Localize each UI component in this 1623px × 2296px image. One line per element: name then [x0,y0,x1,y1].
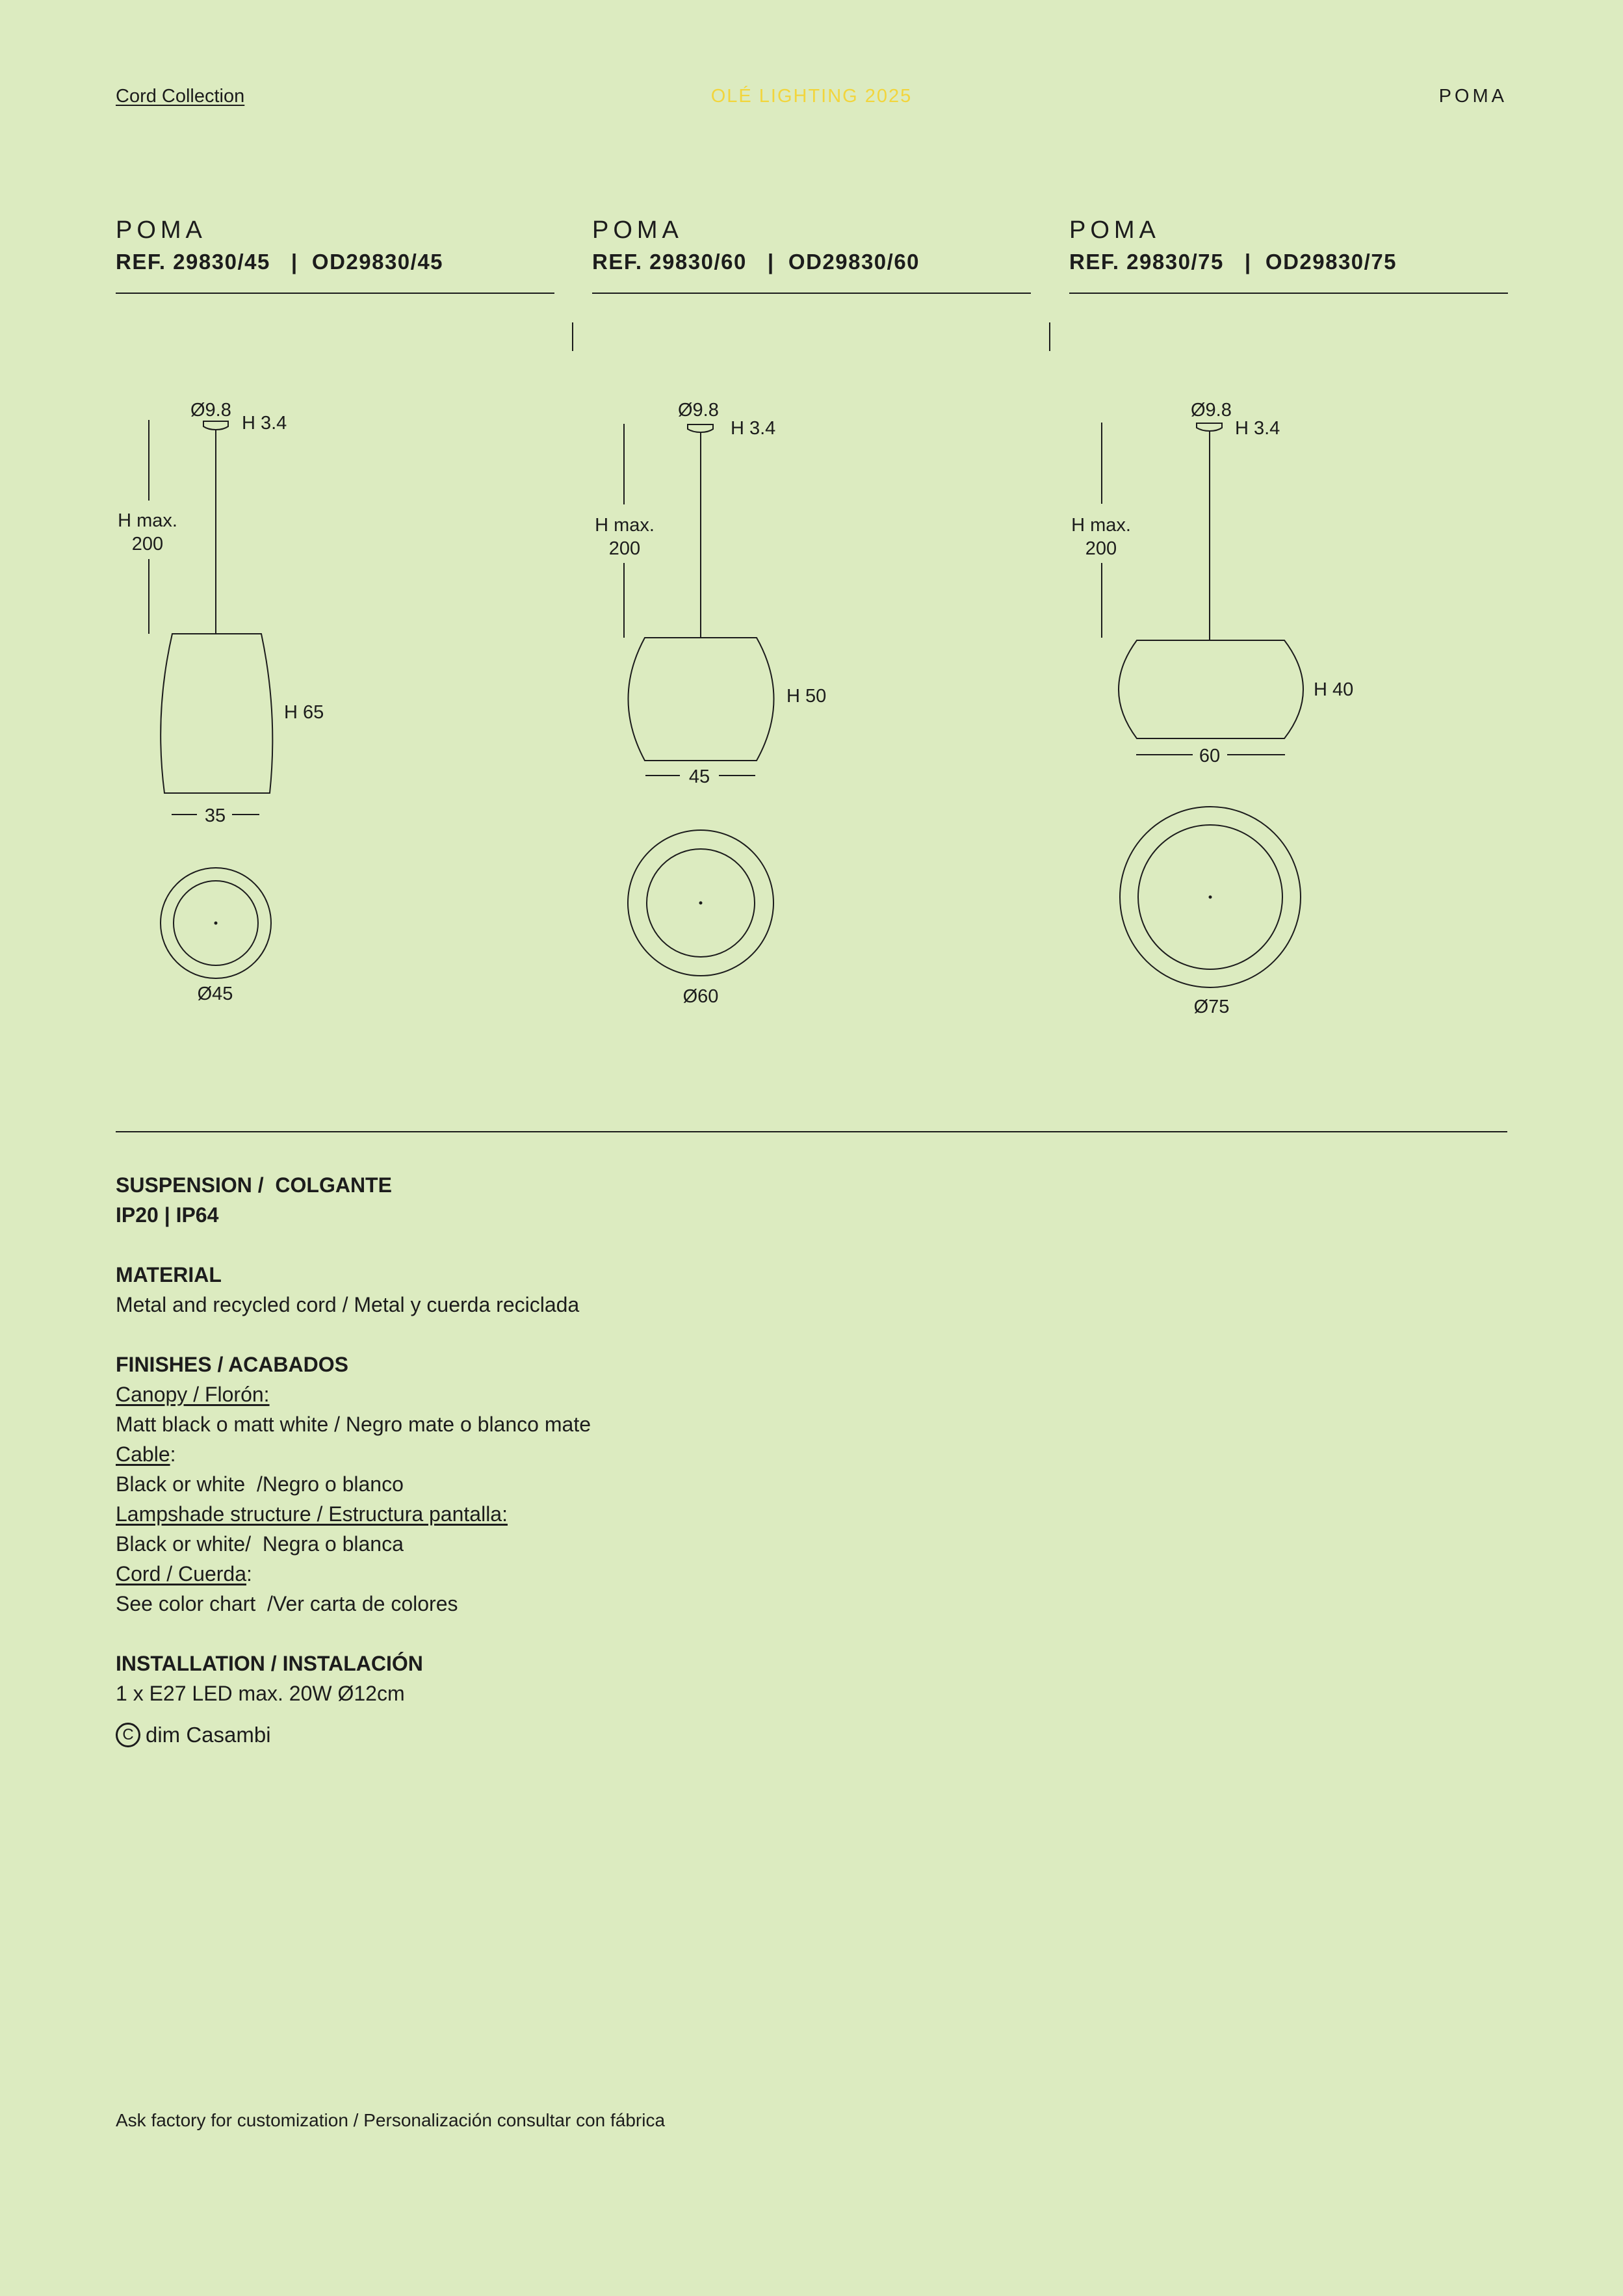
shade-width-label: 60 [1199,746,1221,766]
drawing-poma-60 [595,400,826,1007]
shade-height-label: H 50 [786,686,827,707]
cable-row: Cable: [116,1442,176,1466]
product-name: POMA [1069,216,1160,244]
cord-row: Cord / Cuerda: [116,1562,252,1585]
casambi-label: dim Casambi [146,1723,271,1747]
canopy-value: Matt black o matt white / Negro mate o blanco mate [116,1413,591,1436]
height-max-value: 200 [1085,538,1117,559]
canopy-height-label: H 3.4 [242,413,287,434]
shade-width-label: 35 [204,805,226,826]
height-max-label: H max. [118,510,177,531]
top-diameter-label: Ø45 [197,984,233,1004]
brand-title: OLÉ LIGHTING 2025 [710,86,913,107]
collection-link[interactable]: Cord Collection [116,86,245,107]
cable-label: Cable [116,1442,170,1466]
height-max-label: H max. [1071,515,1131,536]
footer-note: Ask factory for customization / Personalización consultar con fábrica [116,2110,666,2130]
material-value: Metal and recycled cord / Metal y cuerda reciclada [116,1293,580,1316]
drawing-poma-45 [118,400,324,1004]
canopy-diameter-label: Ø9.8 [190,400,231,421]
installation-value: 1 x E27 LED max. 20W Ø12cm [116,1682,405,1705]
product-ref: REF. 29830/60 | OD29830/60 [592,250,920,274]
canopy-diameter-label: Ø9.8 [1191,400,1232,421]
canopy-shape [688,424,713,432]
lampshade-shape [629,638,774,761]
section-divider [116,1131,1507,1132]
product-name: POMA [116,216,207,244]
product-name: POMA [592,216,683,244]
cord-value: See color chart /Ver carta de colores [116,1592,458,1615]
canopy-shape [203,421,228,430]
canopy-height-label: H 3.4 [1235,418,1280,439]
center-dot [215,922,217,924]
canopy-height-label: H 3.4 [731,418,776,439]
shade-height-label: H 40 [1314,679,1354,700]
installation-heading: INSTALLATION / INSTALACIÓN [116,1652,423,1675]
canopy-diameter-label: Ø9.8 [678,400,719,421]
copyright-c-icon: C [116,1723,140,1747]
lampshade-shape [1119,640,1303,738]
height-max-value: 200 [608,538,641,559]
lampshade-label: Lampshade structure / Estructura pantalla: [116,1502,508,1526]
material-heading: MATERIAL [116,1263,222,1286]
finishes-heading: FINISHES / ACABADOS [116,1353,348,1376]
specifications [116,1170,1156,1750]
canopy-shape [1197,423,1222,431]
shade-width-label: 45 [688,766,710,787]
drawing-poma-75 [1071,400,1353,1017]
center-dot [700,902,702,904]
lampshade-value: Black or white/ Negra o blanca [116,1532,404,1556]
height-max-label: H max. [595,515,655,536]
top-diameter-label: Ø60 [682,986,719,1007]
top-diameter-label: Ø75 [1193,997,1230,1017]
type-heading: SUSPENSION / COLGANTE [116,1173,392,1197]
cable-value: Black or white /Negro o blanco [116,1472,404,1496]
product-ref: REF. 29830/75 | OD29830/75 [1069,250,1397,274]
cord-label: Cord / Cuerda [116,1562,246,1585]
height-max-value: 200 [131,534,164,554]
shade-height-label: H 65 [284,702,324,723]
product-name-header: POMA [1438,86,1507,107]
technical-drawings [0,0,1623,1105]
product-ref: REF. 29830/45 | OD29830/45 [116,250,444,274]
canopy-label: Canopy / Florón: [116,1383,270,1406]
center-dot [1210,896,1212,898]
ip-rating: IP20 | IP64 [116,1203,219,1227]
lampshade-shape [161,634,272,793]
casambi-row [116,1720,1156,1750]
